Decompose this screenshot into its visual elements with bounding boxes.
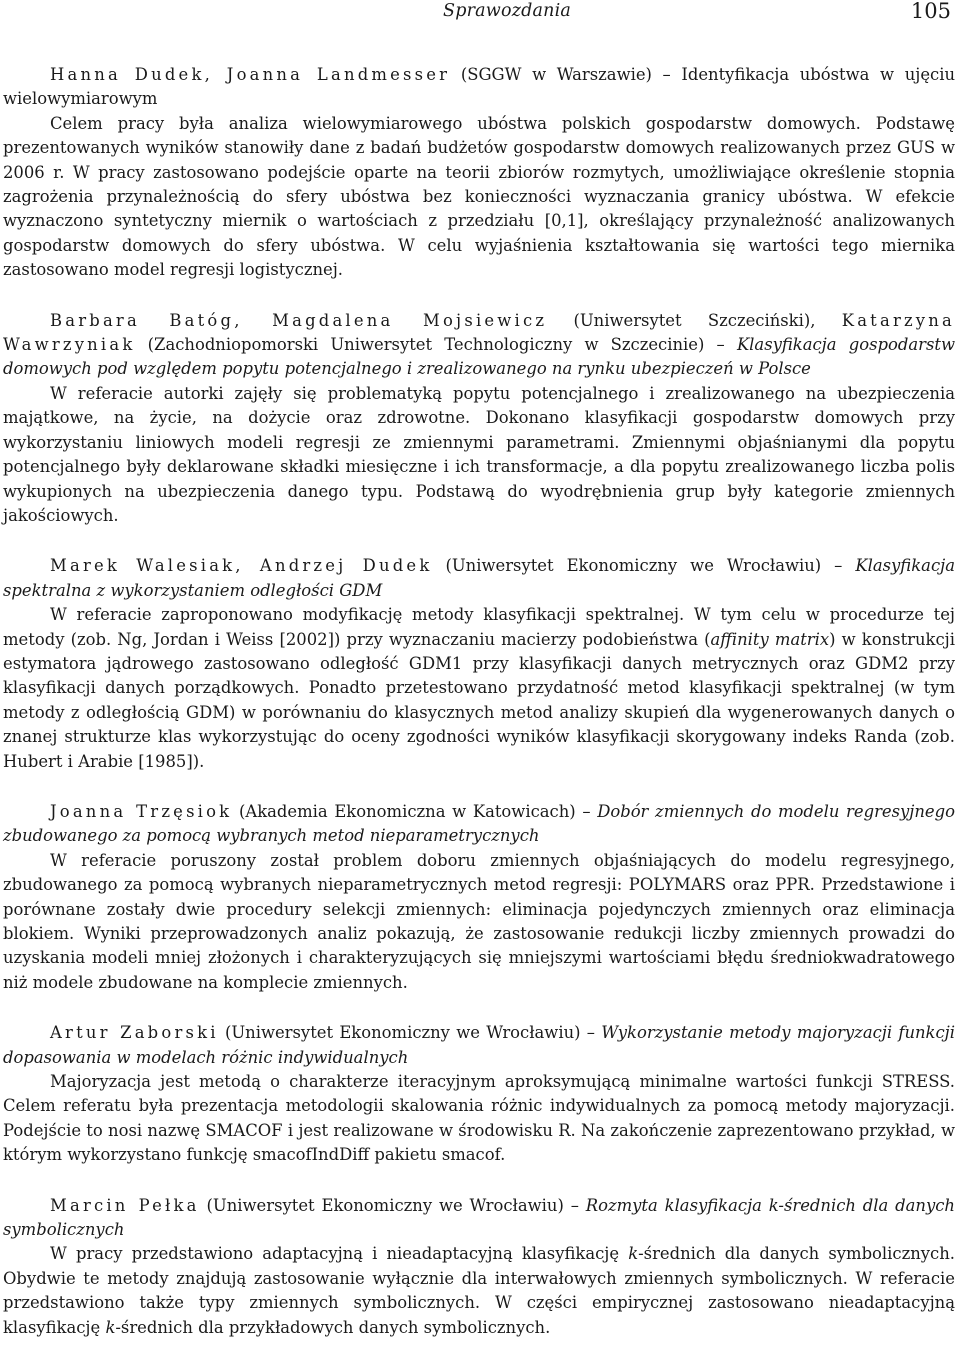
entry-heading xyxy=(3,554,955,603)
affiliation: (SGGW w Warszawie) – xyxy=(450,65,682,84)
entry-title: Klasyfikacja gospodarstw domowych pod względem popytu potencjalnego i zrealizowanego na rynku ubezpieczeń w Polsce xyxy=(3,335,955,379)
affiliation: (Uniwersytet Szczeciński), xyxy=(547,310,842,330)
affiliation-second: (Zachodniopomorski Uniwersytet Technologiczny w Szczecinie) – xyxy=(135,335,737,355)
affiliation: (Uniwersytet Ekonomiczny we Wrocławiu) – xyxy=(199,1195,586,1215)
entry-abstract: W referacie autorki zajęły się problematyką popytu potencjalnego i zrealizowanego na ubezpieczenia majątkowe, na życie, na dożycie oraz zdrowotne. Dokonano klasyfikacji gospodarstw domowych przy wykorzystaniu liniowych modeli regresji ze zmiennymi parametrami. Zmiennymi objaśnianymi dla popytu potencjalnego były deklarowane składki miesięczne i ich transformacje, a dla popytu zrealizowanego liczba polis wykupionych na ubezpieczenia danego typu. Podstawą do wyodrębnienia grup były kategorie zmiennych jakościowych. xyxy=(3,383,955,525)
entry-heading xyxy=(3,800,955,849)
author-names: Barbara Batóg, Magdalena Mojsiewicz xyxy=(50,310,548,330)
author-names: Joanna Trzęsiok xyxy=(50,801,233,821)
affiliation: (Uniwersytet Ekonomiczny we Wrocławiu) – xyxy=(218,1023,602,1043)
affiliation: (Uniwersytet Ekonomiczny we Wrocławiu) – xyxy=(432,556,856,576)
author-names: Hanna Dudek, Joanna Landmesser xyxy=(50,65,451,84)
report-entry xyxy=(3,309,955,529)
section-name: Sprawozdania xyxy=(443,1,572,21)
entry-abstract: Celem pracy była analiza wielowymiarowego ubóstwa polskich gospodarstw domowych. Podstawę prezentowanych wyników stanowiły dane z badań budżetów gospodarstw domowych realizowanych przez GUS w 2006 r. W pracy zastosowano podejście oparte na teorii zbiorów rozmytych, umożliwiające określenie stopnia zagrożenia przynależnością do sfery ubóstwa bez konieczności wyznaczania granicy ubóstwa. W efekcie wyznaczono syntetyczny miernik o wartościach z przedziału [0,1], określający przynależność analizowanych gospodarstw domowych do sfery ubóstwa. W celu wyjaśnienia kształtowania się wartości tego miernika zastosowano model regresji logistycznej. xyxy=(3,113,955,280)
abstract-italic-term: k xyxy=(105,1317,116,1337)
page-number: 105 xyxy=(910,0,951,23)
report-entry xyxy=(3,1194,955,1340)
entry-heading xyxy=(3,1194,955,1243)
abstract-italic-term: k xyxy=(628,1244,639,1264)
abstract-text: ) w konstrukcji estymatora jądrowego zastosowano odległość GDM1 przy klasyfikacji danych metrycznych oraz GDM2 przy klasyfikacji danych porządkowych. Ponadto przetestowano przydatność metod klasyfikacji spektralnej (w tym metody z odległością GDM) w porównaniu do klasycznych metod analizy skupień dla wygenerowanych danych o znanej strukturze klas wykorzystując do oceny zgodności wyników klasyfikacji skorygowany indeks Randa (zob. Hubert i Arabie [1985]). xyxy=(3,629,955,771)
affiliation: (Akademia Ekonomiczna w Katowicach) – xyxy=(232,801,598,821)
entry-heading xyxy=(3,1021,955,1070)
entry-heading xyxy=(3,63,955,112)
entry-abstract xyxy=(3,1242,955,1340)
abstract-text: -średnich dla danych symbolicznych. Obydwie te metody znajdują zastosowanie wyłącznie dla interwałowych zmiennych symbolicznych. W referacie przedstawiono także typy zmiennych symbolicznych. W części empirycznej zastosowano nieadaptacyjną klasyfikację xyxy=(3,1244,955,1337)
entry-title: Dobór zmiennych do modelu regresyjnego zbudowanego za pomocą wybranych metod nieparametrycznych xyxy=(3,801,955,846)
entry-abstract: Majoryzacja jest metodą o charakterze iteracyjnym aproksymującą minimalne wartości funkcji STRESS. Celem referatu była prezentacja metodologii skalowania różnic indywidualnych za pomocą metody majoryzacji. Podejście to nosi nazwę SMACOF i jest realizowane w środowisku R. Na zakończenie zaprezentowano przykład, w którym wykorzystano funkcję smacofIndDiff pakietu smacof. xyxy=(3,1072,955,1165)
entry-abstract xyxy=(3,603,955,774)
report-entry xyxy=(3,554,955,774)
entry-title: Identyfikacja ubóstwa w ujęciu wielowymiarowym xyxy=(3,65,956,109)
report-entry xyxy=(3,1021,955,1167)
author-names: Marcin Pełka xyxy=(50,1195,200,1215)
abstract-text: -średnich dla przykładowych danych symbolicznych. xyxy=(115,1317,551,1337)
entry-heading xyxy=(3,309,955,382)
report-entry xyxy=(3,63,955,283)
report-entry xyxy=(3,800,955,995)
abstract-text: W pracy przedstawiono adaptacyjną i nieadaptacyjną klasyfikację xyxy=(50,1244,629,1264)
abstract-italic-term: affinity matrix xyxy=(710,629,830,649)
entry-abstract: W referacie poruszony został problem doboru zmiennych objaśniających do modelu regresyjnego, zbudowanego za pomocą wybranych nieparametrycznych metod regresji: POLYMARS oraz PPR. Przedstawione i porównane zostały dwie procedury selekcji zmiennych: eliminacja pojedynczych zmiennych oraz eliminacja blokiem. Wyniki przeprowadzonych analiz pokazują, że zastosowanie redukcji liczby zmiennych prowadzi do uzyskania modeli mniej złożonych i charakteryzujących się mniejszymi wartościami błędu średniokwadratowego niż modele zbudowane na komplecie zmiennych. xyxy=(3,850,955,992)
entry-title: Wykorzystanie metody majoryzacji funkcji dopasowania w modelach różnic indywidualnych xyxy=(3,1023,955,1067)
entry-title: Rozmyta klasyfikacja k-średnich dla danych symbolicznych xyxy=(3,1195,955,1240)
running-header xyxy=(3,0,955,30)
author-names-second: Katarzyna Wawrzyniak xyxy=(3,310,955,355)
author-names: Artur Zaborski xyxy=(50,1023,219,1043)
entry-title: Klasyfikacja spektralna z wykorzystaniem odległości GDM xyxy=(3,556,955,600)
abstract-text: W referacie zaproponowano modyfikację metody klasyfikacji spektralnej. W tym celu w procedurze tej metody (zob. Ng, Jordan i Weiss [2002]) przy wyznaczaniu macierzy podobieństwa ( xyxy=(3,605,955,649)
author-names: Marek Walesiak, Andrzej Dudek xyxy=(50,556,433,576)
